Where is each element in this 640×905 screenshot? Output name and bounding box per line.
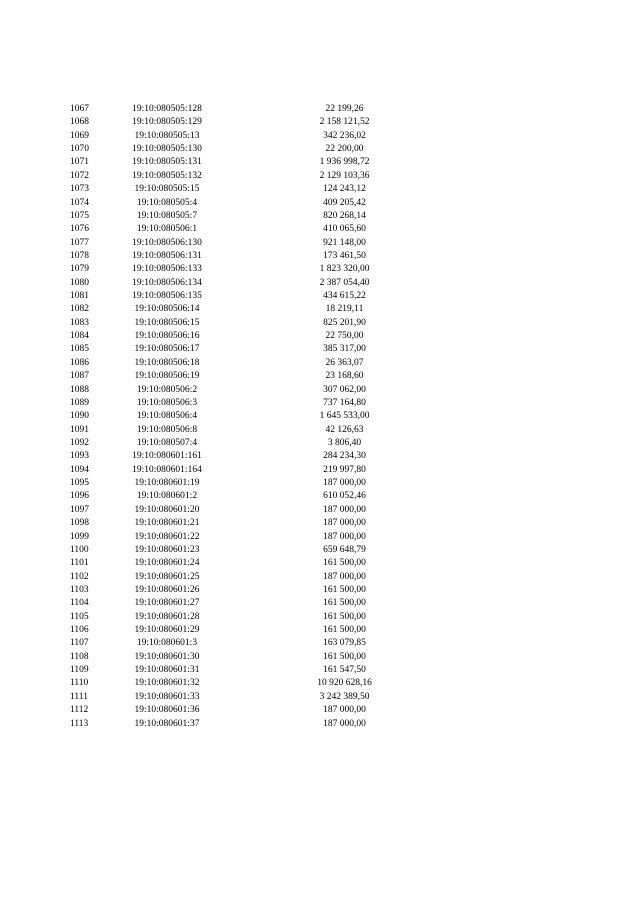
amount-value: 187 000,00 (323, 718, 366, 729)
table-row (0, 437, 640, 450)
empty-cell (417, 210, 640, 223)
amount-value: 23 168,60 (325, 371, 364, 382)
amount-value: 187 000,00 (323, 518, 366, 529)
empty-cell (417, 370, 640, 383)
cadastral-number: 19:10:080601:3 (136, 638, 198, 649)
table-row (0, 464, 640, 477)
table-row (0, 651, 640, 664)
row-number: 1072 (70, 170, 89, 181)
empty-cell (417, 544, 640, 557)
empty-cell (417, 116, 640, 129)
table-row (0, 450, 640, 463)
cadastral-number: 19:10:080505:4 (136, 197, 198, 208)
row-number: 1107 (70, 638, 89, 649)
table-row (0, 330, 640, 343)
empty-cell (417, 170, 640, 183)
amount-value: 161 500,00 (323, 611, 366, 622)
amount-value: 26 363,07 (325, 357, 364, 368)
row-number: 1091 (70, 424, 89, 435)
amount-value: 22 750,00 (325, 331, 364, 342)
cadastral-number: 19:10:080505:7 (136, 210, 198, 221)
empty-cell (417, 183, 640, 196)
cadastral-number: 19:10:080505:129 (132, 117, 202, 128)
cadastral-number: 19:10:080601:36 (134, 705, 200, 716)
empty-cell (417, 490, 640, 503)
cadastral-number: 19:10:080601:29 (134, 625, 200, 636)
amount-value: 825 201,90 (323, 317, 366, 328)
amount-value: 161 500,00 (323, 625, 366, 636)
row-number: 1108 (70, 651, 89, 662)
row-number: 1076 (70, 224, 89, 235)
cadastral-number: 19:10:080601:2 (136, 491, 198, 502)
row-number: 1104 (70, 598, 89, 609)
empty-cell (417, 130, 640, 143)
table-row (0, 170, 640, 183)
empty-cell (417, 531, 640, 544)
empty-cell (417, 517, 640, 530)
row-number: 1100 (70, 544, 89, 555)
amount-value: 2 129 103,36 (319, 170, 370, 181)
row-number: 1097 (70, 504, 89, 515)
amount-value: 610 052,46 (323, 491, 366, 502)
cadastral-number: 19:10:080601:23 (134, 544, 200, 555)
amount-value: 659 648,79 (323, 544, 366, 555)
cadastral-number: 19:10:080506:4 (136, 411, 198, 422)
table-row (0, 584, 640, 597)
amount-value: 2 387 054,40 (319, 277, 370, 288)
empty-cell (417, 223, 640, 236)
row-number: 1080 (70, 277, 89, 288)
empty-cell (417, 637, 640, 650)
table-row (0, 424, 640, 437)
amount-value: 1 645 533,00 (319, 411, 370, 422)
cadastral-number: 19:10:080506:134 (132, 277, 202, 288)
empty-cell (417, 677, 640, 690)
cadastral-number: 19:10:080505:132 (132, 170, 202, 181)
table-row (0, 103, 640, 116)
amount-value: 161 500,00 (323, 558, 366, 569)
empty-cell (417, 343, 640, 356)
cadastral-number: 19:10:080505:128 (132, 104, 202, 114)
amount-value: 2 158 121,52 (319, 117, 370, 128)
row-number: 1086 (70, 357, 89, 368)
row-number: 1070 (70, 144, 89, 155)
amount-value: 10 920 628,16 (317, 678, 372, 689)
cadastral-number: 19:10:080505:130 (132, 144, 202, 155)
row-number: 1077 (70, 237, 89, 248)
empty-cell (417, 397, 640, 410)
table-row (0, 263, 640, 276)
amount-value: 18 219,11 (325, 304, 364, 315)
table-row (0, 490, 640, 503)
table-row (0, 116, 640, 129)
row-number: 1068 (70, 117, 89, 128)
cadastral-number: 19:10:080506:135 (132, 291, 202, 302)
cadastral-number: 19:10:080506:14 (134, 304, 200, 315)
empty-cell (417, 156, 640, 169)
table-row (0, 544, 640, 557)
table-row (0, 277, 640, 290)
empty-cell (417, 263, 640, 276)
table-row (0, 370, 640, 383)
row-number: 1099 (70, 531, 89, 542)
empty-cell (417, 691, 640, 704)
cadastral-number: 19:10:080601:21 (134, 518, 200, 529)
row-number: 1102 (70, 571, 89, 582)
row-number: 1087 (70, 371, 89, 382)
row-number: 1096 (70, 491, 89, 502)
empty-cell (417, 450, 640, 463)
table-row (0, 143, 640, 156)
row-number: 1105 (70, 611, 89, 622)
cadastral-number: 19:10:080506:1 (136, 224, 198, 235)
row-number: 1098 (70, 518, 89, 529)
empty-cell (417, 704, 640, 717)
table-row (0, 410, 640, 423)
table-row (0, 237, 640, 250)
table-body (0, 103, 640, 731)
table-row (0, 343, 640, 356)
table-row (0, 290, 640, 303)
cadastral-number: 19:10:080506:2 (136, 384, 198, 395)
cadastral-number: 19:10:080506:19 (134, 371, 200, 382)
table-row (0, 223, 640, 236)
empty-cell (417, 718, 640, 731)
empty-cell (417, 277, 640, 290)
cadastral-number: 19:10:080506:3 (136, 397, 198, 408)
amount-value: 22 199,26 (325, 104, 364, 114)
row-number: 1078 (70, 250, 89, 261)
amount-value: 161 547,50 (323, 665, 366, 676)
empty-cell (417, 597, 640, 610)
empty-cell (417, 424, 640, 437)
cadastral-number: 19:10:080505:131 (132, 157, 202, 168)
amount-value: 161 500,00 (323, 651, 366, 662)
table-row (0, 477, 640, 490)
data-table (0, 103, 640, 731)
amount-value: 1 823 320,00 (319, 264, 370, 275)
table-row (0, 557, 640, 570)
empty-cell (417, 464, 640, 477)
row-number: 1079 (70, 264, 89, 275)
cadastral-number: 19:10:080506:18 (134, 357, 200, 368)
table-row (0, 571, 640, 584)
row-number: 1095 (70, 478, 89, 489)
amount-value: 42 126,63 (325, 424, 364, 435)
table-row (0, 156, 640, 169)
table-row (0, 704, 640, 717)
table-row (0, 677, 640, 690)
cadastral-number: 19:10:080506:8 (136, 424, 198, 435)
cadastral-number: 19:10:080601:31 (134, 665, 200, 676)
row-number: 1071 (70, 157, 89, 168)
cadastral-number: 19:10:080506:17 (134, 344, 200, 355)
row-number: 1075 (70, 210, 89, 221)
empty-cell (417, 303, 640, 316)
empty-cell (417, 357, 640, 370)
empty-cell (417, 410, 640, 423)
empty-cell (417, 384, 640, 397)
table-row (0, 664, 640, 677)
empty-cell (417, 664, 640, 677)
row-number: 1085 (70, 344, 89, 355)
amount-value: 124 243,12 (323, 184, 366, 195)
cadastral-number: 19:10:080506:133 (132, 264, 202, 275)
table-row (0, 597, 640, 610)
amount-value: 307 062,00 (323, 384, 366, 395)
row-number: 1089 (70, 397, 89, 408)
amount-value: 410 065,60 (323, 224, 366, 235)
cadastral-number: 19:10:080601:37 (134, 718, 200, 729)
row-number: 1084 (70, 331, 89, 342)
amount-value: 409 205,42 (323, 197, 366, 208)
amount-value: 3 806,40 (327, 437, 362, 448)
cadastral-number: 19:10:080601:25 (134, 571, 200, 582)
amount-value: 3 242 389,50 (319, 691, 370, 702)
amount-value: 187 000,00 (323, 705, 366, 716)
cadastral-number: 19:10:080601:27 (134, 598, 200, 609)
row-number: 1109 (70, 665, 89, 676)
empty-cell (417, 437, 640, 450)
table-row (0, 517, 640, 530)
amount-value: 434 615,22 (323, 291, 366, 302)
empty-cell (417, 103, 640, 116)
row-number: 1094 (70, 464, 89, 475)
amount-value: 187 000,00 (323, 504, 366, 515)
row-number: 1073 (70, 184, 89, 195)
empty-cell (417, 330, 640, 343)
cadastral-number: 19:10:080507:4 (136, 437, 198, 448)
row-number: 1112 (70, 705, 89, 716)
cadastral-number: 19:10:080506:131 (132, 250, 202, 261)
cadastral-number: 19:10:080601:19 (134, 478, 200, 489)
table-row (0, 611, 640, 624)
amount-value: 385 317,00 (323, 344, 366, 355)
row-number: 1110 (70, 678, 89, 689)
cadastral-number: 19:10:080601:161 (132, 451, 202, 462)
cadastral-number: 19:10:080505:15 (134, 184, 200, 195)
table-row (0, 624, 640, 637)
amount-value: 219 997,80 (323, 464, 366, 475)
table-row (0, 691, 640, 704)
cadastral-number: 19:10:080505:13 (134, 130, 200, 141)
table-row (0, 250, 640, 263)
empty-cell (417, 477, 640, 490)
amount-value: 737 164,80 (323, 397, 366, 408)
row-number: 1081 (70, 291, 89, 302)
amount-value: 187 000,00 (323, 571, 366, 582)
row-number: 1106 (70, 625, 89, 636)
cadastral-number: 19:10:080506:16 (134, 331, 200, 342)
cadastral-number: 19:10:080601:164 (132, 464, 202, 475)
empty-cell (417, 250, 640, 263)
amount-value: 161 500,00 (323, 598, 366, 609)
cadastral-number: 19:10:080601:32 (134, 678, 200, 689)
table-row (0, 504, 640, 517)
empty-cell (417, 504, 640, 517)
empty-cell (417, 237, 640, 250)
amount-value: 1 936 998,72 (319, 157, 370, 168)
amount-value: 22 200,00 (325, 144, 364, 155)
amount-value: 342 236,02 (323, 130, 366, 141)
row-number: 1113 (70, 718, 89, 729)
amount-value: 163 079,85 (323, 638, 366, 649)
row-number: 1074 (70, 197, 89, 208)
cadastral-number: 19:10:080601:33 (134, 691, 200, 702)
empty-cell (417, 611, 640, 624)
empty-cell (417, 317, 640, 330)
table-row (0, 197, 640, 210)
empty-cell (417, 571, 640, 584)
amount-value: 187 000,00 (323, 478, 366, 489)
table-row (0, 531, 640, 544)
empty-cell (417, 143, 640, 156)
table-row (0, 210, 640, 223)
empty-cell (417, 584, 640, 597)
cadastral-number: 19:10:080601:24 (134, 558, 200, 569)
table-row (0, 130, 640, 143)
row-number: 1111 (70, 691, 88, 702)
row-number: 1083 (70, 317, 89, 328)
empty-cell (417, 197, 640, 210)
amount-value: 161 500,00 (323, 584, 366, 595)
cadastral-number: 19:10:080601:20 (134, 504, 200, 515)
empty-cell (417, 557, 640, 570)
cadastral-number: 19:10:080601:28 (134, 611, 200, 622)
empty-cell (417, 624, 640, 637)
empty-cell (417, 651, 640, 664)
table-row (0, 183, 640, 196)
amount-value: 820 268,14 (323, 210, 366, 221)
table-row (0, 397, 640, 410)
row-number: 1082 (70, 304, 89, 315)
table-row (0, 637, 640, 650)
cadastral-number: 19:10:080506:15 (134, 317, 200, 328)
empty-cell (417, 290, 640, 303)
row-number: 1088 (70, 384, 89, 395)
amount-value: 173 461,50 (323, 250, 366, 261)
cadastral-number: 19:10:080506:130 (132, 237, 202, 248)
amount-value: 921 148,00 (323, 237, 366, 248)
cadastral-number: 19:10:080601:22 (134, 531, 200, 542)
table-row (0, 357, 640, 370)
row-number: 1067 (70, 104, 89, 114)
table-row (0, 718, 640, 731)
table-row (0, 317, 640, 330)
cadastral-number: 19:10:080601:30 (134, 651, 200, 662)
table-row (0, 384, 640, 397)
row-number: 1092 (70, 437, 89, 448)
row-number: 1101 (70, 558, 89, 569)
table-row (0, 303, 640, 316)
cadastral-number: 19:10:080601:26 (134, 584, 200, 595)
amount-value: 187 000,00 (323, 531, 366, 542)
amount-value: 284 234,30 (323, 451, 366, 462)
row-number: 1090 (70, 411, 89, 422)
row-number: 1069 (70, 130, 89, 141)
row-number: 1093 (70, 451, 89, 462)
row-number: 1103 (70, 584, 89, 595)
